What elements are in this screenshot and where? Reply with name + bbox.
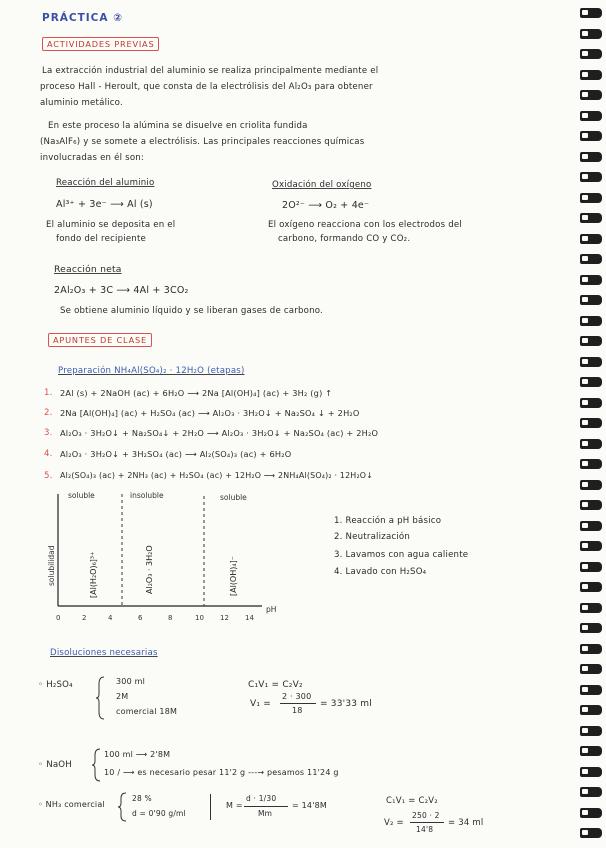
solution-detail: 300 ml	[116, 677, 146, 686]
step-number: 1.	[44, 388, 53, 398]
separator-line	[210, 794, 211, 820]
spiral-ring	[580, 500, 602, 510]
tick-label: 2	[82, 614, 87, 622]
paragraph-line: En este proceso la alúmina se disuelve en criolita fundida	[48, 121, 308, 131]
solution-detail: comercial 18M	[116, 707, 178, 716]
brace-icon	[92, 748, 102, 782]
spiral-ring	[580, 70, 602, 80]
spiral-ring	[580, 295, 602, 305]
spiral-ring	[580, 562, 602, 572]
paragraph-line: (Na₃AlF₆) y se somete a electrólisis. Las principales reacciones químicas	[40, 137, 365, 147]
spiral-ring	[580, 644, 602, 654]
solution-detail: 28 %	[132, 794, 152, 803]
diagram-legend-item: 3. Lavamos con agua caliente	[334, 550, 469, 560]
spiral-ring	[580, 254, 602, 264]
step-equation: 2Na [Al(OH)₄] (ac) + H₂SO₄ (ac) ⟶ Al₂O₃ · 3H₂O↓ + Na₂SO₄ ↓ + 2H₂O	[60, 408, 360, 418]
spiral-ring	[580, 193, 602, 203]
section-heading-actividades: ACTIVIDADES PREVIAS	[42, 37, 159, 51]
paragraph-line: La extracción industrial del aluminio se realiza principalmente mediante el	[42, 66, 379, 76]
spiral-ring	[580, 418, 602, 428]
solution-detail: d = 0'90 g/ml	[132, 809, 186, 818]
spiral-ring	[580, 111, 602, 121]
spiral-ring	[580, 582, 602, 592]
step-number: 4.	[44, 449, 53, 459]
brace-icon	[96, 676, 106, 720]
species-label: Al₂O₃ · 3H₂O	[145, 545, 154, 594]
reaction-title-oxygen: Oxidación del oxígeno	[272, 180, 372, 190]
spiral-ring	[580, 767, 602, 777]
step-number: 2.	[44, 408, 53, 418]
dilution-equation: C₁V₁ = C₂V₂	[248, 680, 303, 690]
diagram-legend-item: 4. Lavado con H₂SO₄	[334, 567, 427, 577]
step-number: 5.	[44, 471, 53, 481]
fraction-numerator: d · 1/30	[246, 794, 277, 803]
spiral-ring	[580, 316, 602, 326]
fraction-numerator: 2 · 300	[282, 692, 312, 701]
spiral-ring	[580, 29, 602, 39]
fraction-numerator: 250 · 2	[412, 811, 440, 820]
molarity-label: M =	[226, 801, 243, 810]
fraction-denominator: 18	[292, 706, 303, 715]
preparation-subheading: Preparación NH₄Al(SO₄)₂ · 12H₂O (etapas)	[58, 366, 245, 376]
species-label: [Al(OH)₄]⁻	[229, 556, 238, 596]
step-number: 3.	[44, 428, 53, 438]
dilution-result: = 33'33 ml	[320, 699, 372, 709]
y-axis-label: solubilidad	[47, 545, 56, 586]
spiral-ring	[580, 234, 602, 244]
spiral-ring	[580, 90, 602, 100]
fraction-denominator: 14'8	[416, 825, 434, 834]
spiral-ring	[580, 49, 602, 59]
zone-label: insoluble	[130, 491, 164, 500]
fraction-bar	[410, 822, 444, 823]
spiral-ring	[580, 541, 602, 551]
section-heading-apuntes: APUNTES DE CLASE	[48, 333, 152, 347]
page-title: PRÁCTICA ②	[42, 12, 124, 24]
spiral-ring	[580, 480, 602, 490]
net-reaction-title: Reacción neta	[54, 264, 122, 275]
tick-label: 14	[245, 614, 254, 622]
reaction-note: carbono, formando CO y CO₂.	[278, 234, 411, 244]
spiral-binding	[580, 0, 606, 848]
solution-detail: 2M	[116, 692, 129, 701]
spiral-ring	[580, 726, 602, 736]
spiral-ring	[580, 213, 602, 223]
spiral-ring	[580, 521, 602, 531]
solution-name-nh3: ◦ NH₃ comercial	[38, 800, 105, 809]
tick-label: 12	[220, 614, 229, 622]
spiral-ring	[580, 459, 602, 469]
dilution-equation: C₁V₁ = C₂V₂	[386, 796, 438, 806]
net-reaction-equation: 2Al₂O₃ + 3C ⟶ 4Al + 3CO₂	[54, 285, 189, 296]
species-label: [Al(H₂O)₆]³⁺	[89, 551, 98, 598]
fraction-bar	[280, 703, 316, 704]
paragraph-line: proceso Hall - Heroult, que consta de la electrólisis del Al₂O₃ para obtener	[40, 82, 373, 92]
reaction-note: fondo del recipiente	[56, 234, 147, 244]
solution-detail: 100 ml ⟶ 2'8M	[104, 750, 171, 759]
reaction-note: El oxígeno reacciona con los electrodos del	[268, 220, 462, 230]
reaction-title-aluminum: Reacción del aluminio	[56, 178, 155, 188]
paragraph-line: aluminio metálico.	[40, 98, 123, 108]
spiral-ring	[580, 828, 602, 838]
spiral-ring	[580, 377, 602, 387]
spiral-ring	[580, 8, 602, 18]
spiral-ring	[580, 152, 602, 162]
tick-label: 10	[195, 614, 204, 622]
step-equation: Al₂O₃ · 3H₂O↓ + 3H₂SO₄ (ac) ⟶ Al₂(SO₄)₃ (ac) + 6H₂O	[60, 449, 292, 459]
net-reaction-note: Se obtiene aluminio líquido y se liberan gases de carbono.	[60, 306, 323, 316]
section-heading-disoluciones: Disoluciones necesarias	[50, 648, 158, 658]
dilution-result-label: V₂ =	[384, 818, 404, 828]
spiral-ring	[580, 685, 602, 695]
solution-detail: 10 / ⟶ es necesario pesar 11'2 g ---→ pesamos 11'24 g	[104, 768, 339, 777]
x-axis-label: pH	[266, 605, 277, 614]
spiral-ring	[580, 398, 602, 408]
spiral-ring	[580, 808, 602, 818]
spiral-ring	[580, 603, 602, 613]
tick-label: 0	[56, 614, 61, 622]
zone-label: soluble	[68, 491, 95, 500]
reaction-equation-aluminum: Al³⁺ + 3e⁻ ⟶ Al (s)	[56, 199, 153, 210]
spiral-ring	[580, 746, 602, 756]
zone-label: soluble	[220, 493, 247, 502]
spiral-ring	[580, 705, 602, 715]
dilution-result: = 34 ml	[448, 818, 484, 828]
reaction-equation-oxygen: 2O²⁻ ⟶ O₂ + 4e⁻	[282, 200, 370, 211]
diagram-legend-item: 2. Neutralización	[334, 532, 411, 542]
step-equation: Al₂(SO₄)₃ (ac) + 2NH₃ (ac) + H₂SO₄ (ac) + 12H₂O ⟶ 2NH₄Al(SO₄)₂ · 12H₂O↓	[60, 471, 374, 480]
tick-label: 8	[168, 614, 173, 622]
fraction-denominator: Mm	[258, 809, 273, 818]
tick-label: 6	[138, 614, 143, 622]
dilution-result-label: V₁ =	[250, 699, 271, 709]
brace-icon	[118, 792, 128, 822]
spiral-ring	[580, 439, 602, 449]
solubility-diagram	[40, 486, 280, 626]
spiral-ring	[580, 357, 602, 367]
solution-name-h2so4: ◦ H₂SO₄	[38, 680, 73, 690]
step-equation: 2Al (s) + 2NaOH (ac) + 6H₂O ⟶ 2Na [Al(OH)₄] (ac) + 3H₂ (g) ↑	[60, 388, 333, 398]
diagram-legend-item: 1. Reacción a pH básico	[334, 516, 442, 526]
fraction-bar	[244, 806, 288, 807]
spiral-ring	[580, 664, 602, 674]
reaction-note: El aluminio se deposita en el	[46, 220, 176, 230]
spiral-ring	[580, 275, 602, 285]
step-equation: Al₂O₃ · 3H₂O↓ + Na₂SO₄↓ + 2H₂O ⟶ Al₂O₃ · 3H₂O↓ + Na₂SO₄ (ac) + 2H₂O	[60, 428, 379, 438]
spiral-ring	[580, 787, 602, 797]
paragraph-line: involucradas en él son:	[40, 153, 145, 163]
spiral-ring	[580, 172, 602, 182]
spiral-ring	[580, 623, 602, 633]
tick-label: 4	[108, 614, 113, 622]
spiral-ring	[580, 131, 602, 141]
molarity-result: = 14'8M	[292, 801, 328, 810]
spiral-ring	[580, 336, 602, 346]
solution-name-naoh: ◦ NaOH	[38, 760, 72, 770]
